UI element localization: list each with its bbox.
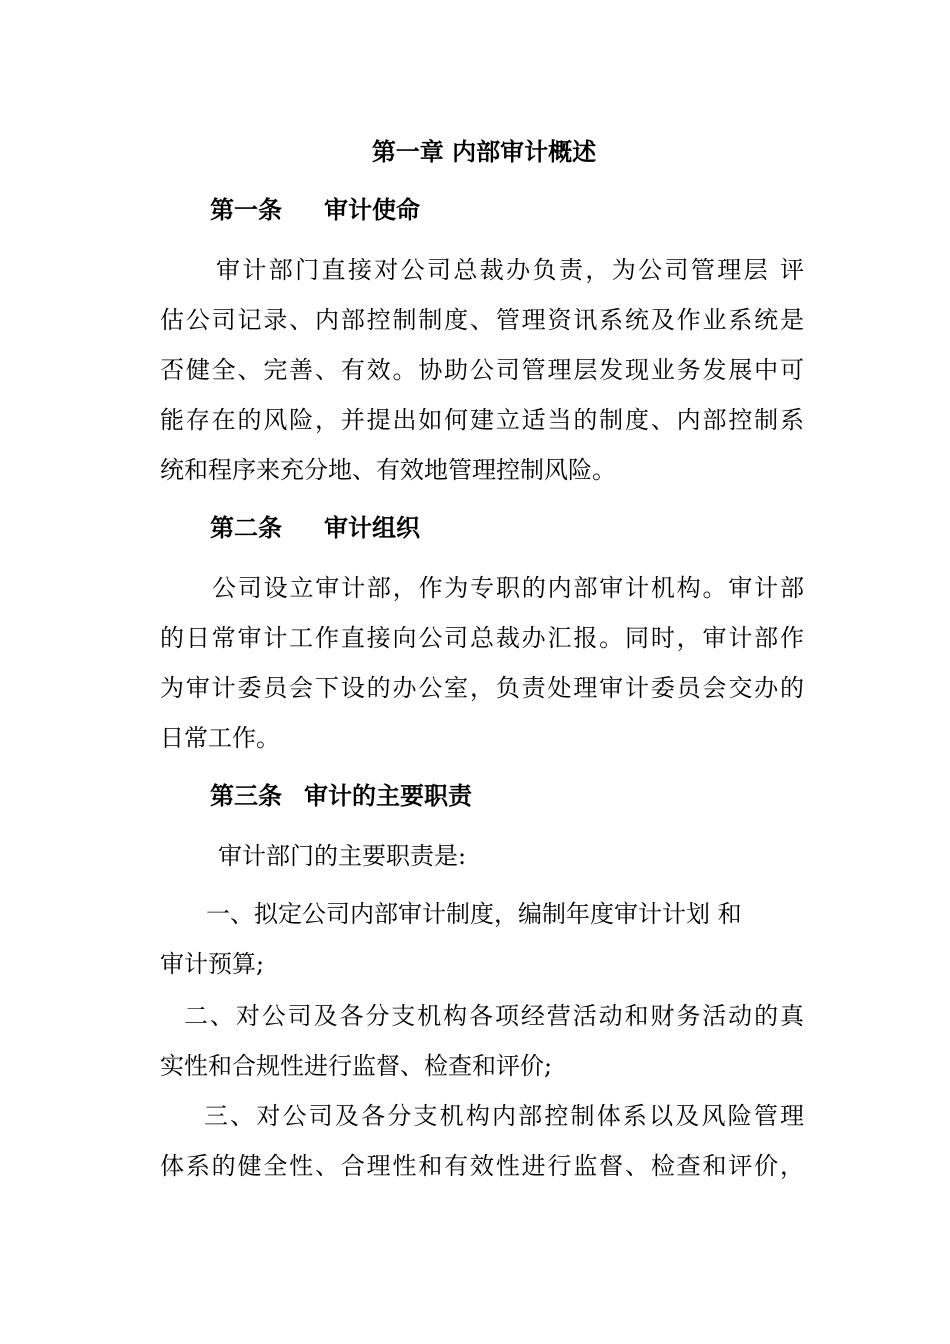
paragraph-line: 审计部门直接对公司总裁办负责，为公司管理层 评 — [216, 256, 804, 284]
chapter-title: 第一章 内部审计概述 — [371, 138, 597, 166]
paragraph-line: 为审计委员会下设的办公室，负责处理审计委员会交办的 — [160, 674, 804, 702]
paragraph-line: 实性和合规性进行监督、检查和评价; — [160, 1052, 553, 1080]
paragraph-line: 审计部门的主要职责是: — [218, 842, 467, 870]
paragraph-line: 体系的健全性、合理性和有效性进行监督、检查和评价， — [160, 1152, 804, 1180]
article-2-title: 审计组织 — [324, 514, 420, 542]
paragraph-line: 日常工作。 — [160, 724, 280, 752]
paragraph-line: 估公司记录、内部控制制度、管理资讯系统及作业系统是 — [160, 306, 804, 334]
paragraph-line: 二、对公司及各分支机构各项经营活动和财务活动的真 — [184, 1002, 804, 1030]
article-1-number: 第一条 — [210, 196, 282, 224]
paragraph-line: 统和程序来充分地、有效地管理控制风险。 — [160, 456, 616, 484]
article-3-number: 第三条 — [210, 782, 282, 810]
paragraph-line: 公司设立审计部，作为专职的内部审计机构。审计部 — [212, 574, 804, 602]
article-1-heading — [210, 194, 420, 226]
paragraph-line: 三、对公司及各分支机构内部控制体系以及风险管理 — [204, 1102, 804, 1130]
article-3-heading — [210, 780, 472, 812]
paragraph-line: 审计预算; — [160, 950, 265, 978]
article-2-heading — [210, 512, 420, 544]
paragraph-line: 否健全、完善、有效。协助公司管理层发现业务发展中可 — [160, 356, 804, 384]
paragraph-line: 一、拟定公司内部审计制度，编制年度审计计划 和 — [206, 900, 742, 928]
paragraph-line: 能存在的风险，并提出如何建立适当的制度、内部控制系 — [160, 406, 804, 434]
article-3-title: 审计的主要职责 — [304, 782, 472, 810]
paragraph-line: 的日常审计工作直接向公司总裁办汇报。同时，审计部作 — [160, 624, 804, 652]
article-1-title: 审计使命 — [324, 196, 420, 224]
article-2-number: 第二条 — [210, 514, 282, 542]
